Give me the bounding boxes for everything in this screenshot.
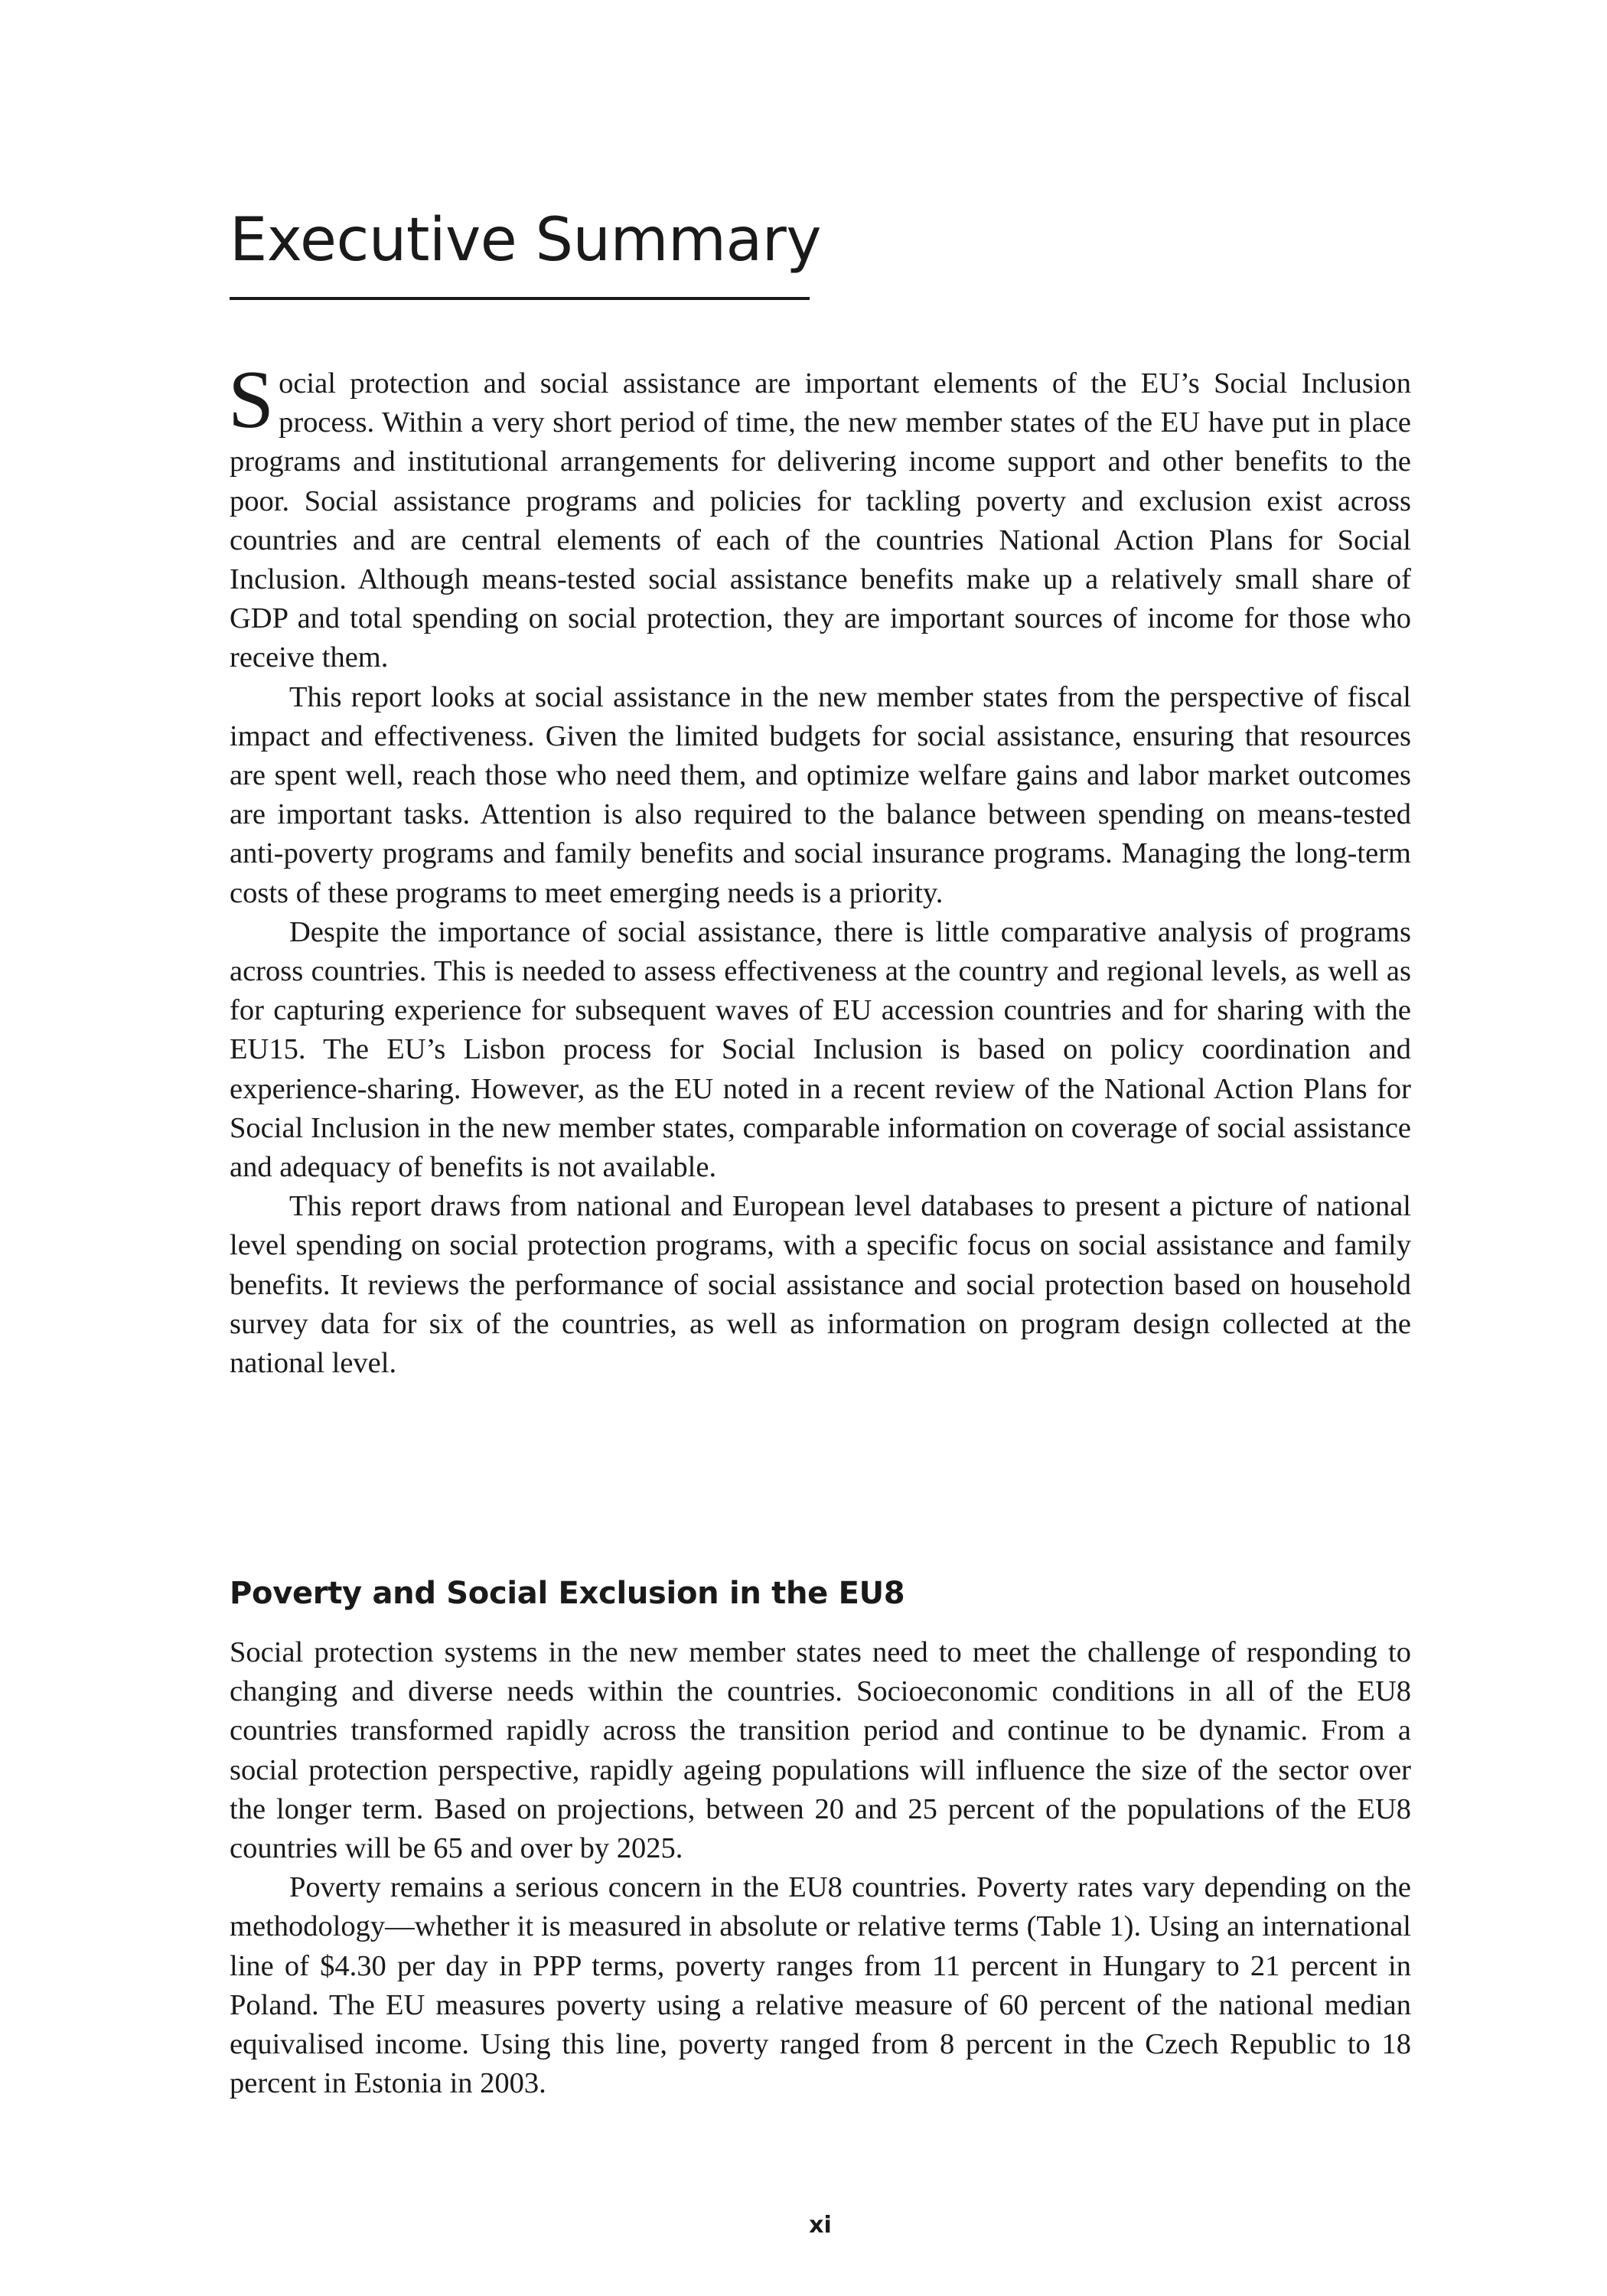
intro-paragraph-2: This report looks at social assistance in the new member states from the perspective of fiscal impact and effectiveness. Given the limited budgets for social assistance, ensuring that resources are spent well, reach those who need them, and optimize welfare gains and labor market outcomes are important tasks. Attention is also required to the balance between spending on means-tested anti-poverty programs and family benefits and social insurance programs. Managing the long-term costs of these programs to meet emerging needs is a priority. xyxy=(230,680,1411,909)
intro-paragraph-4: This report draws from national and European level databases to present a picture of national level spending on social protection programs, with a specific focus on social assistance and family benefits. It reviews the performance of social assistance and social protection based on household survey data for six of the countries, as well as information on program design collected at the national level. xyxy=(230,1190,1411,1380)
document-page xyxy=(230,0,1411,2296)
page-number: xi xyxy=(809,2212,832,2239)
intro-paragraph-3: Despite the importance of social assistance, there is little comparative analysis of programs across countries. This is needed to assess effectiveness at the country and regional levels, as well as for capturing experience for subsequent waves of EU accession countries and for sharing with the EU15. The EU’s Lisbon process for Social Inclusion is based on policy coordination and experience-sharing. However, as the EU noted in a recent review of the National Action Plans for Social Inclusion in the new member states, comparable information on coverage of social assistance and adequacy of benefits is not available. xyxy=(230,915,1411,1184)
title-underline xyxy=(230,297,810,300)
intro-paragraph-1 xyxy=(228,354,1411,678)
chapter-title: Executive Summary xyxy=(230,206,821,275)
section-paragraph-2: Poverty remains a serious concern in the EU8 countries. Poverty rates vary depending on the methodology—whether it is measured in absolute or relative terms (Table 1). Using an international line of $4.30 per day in PPP terms, poverty ranges from 11 percent in Hungary to 21 percent in Poland. The EU measures poverty using a relative measure of 60 percent of the national median equivalised income. Using this line, poverty ranged from 8 percent in the Czech Republic to 18 percent in Estonia in 2003. xyxy=(230,1871,1411,2100)
intro-text xyxy=(228,354,1411,1383)
section-paragraph-1: Social protection systems in the new member states need to meet the challenge of responding to changing and diverse needs within the countries. Socioeconomic conditions in all of the EU8 countries transformed rapidly across the transition period and continue to be dynamic. From a social protection perspective, rapidly ageing populations will influence the size of the sector over the longer term. Based on projections, between 20 and 25 percent of the populations of the EU8 countries will be 65 and over by 2025. xyxy=(230,1636,1411,1865)
section-heading: Poverty and Social Exclusion in the EU8 xyxy=(230,1576,905,1611)
drop-cap: S xyxy=(228,354,275,445)
section-text xyxy=(230,1633,1411,2103)
intro-paragraph-1-text: ocial protection and social assistance are important elements of the EU’s Social Inclusion process. Within a very short period of time, the new member states of the EU have put in place programs and institutional arrangements for delivering income support and other benefits to the poor. Social assistance programs and policies for tackling poverty and exclusion exist across countries and are central elements of each of the countries National Action Plans for Social Inclusion. Although means-tested social assistance benefits make up a relatively small share of GDP and total spending on social protection, they are important sources of income for those who receive them. xyxy=(230,367,1411,674)
